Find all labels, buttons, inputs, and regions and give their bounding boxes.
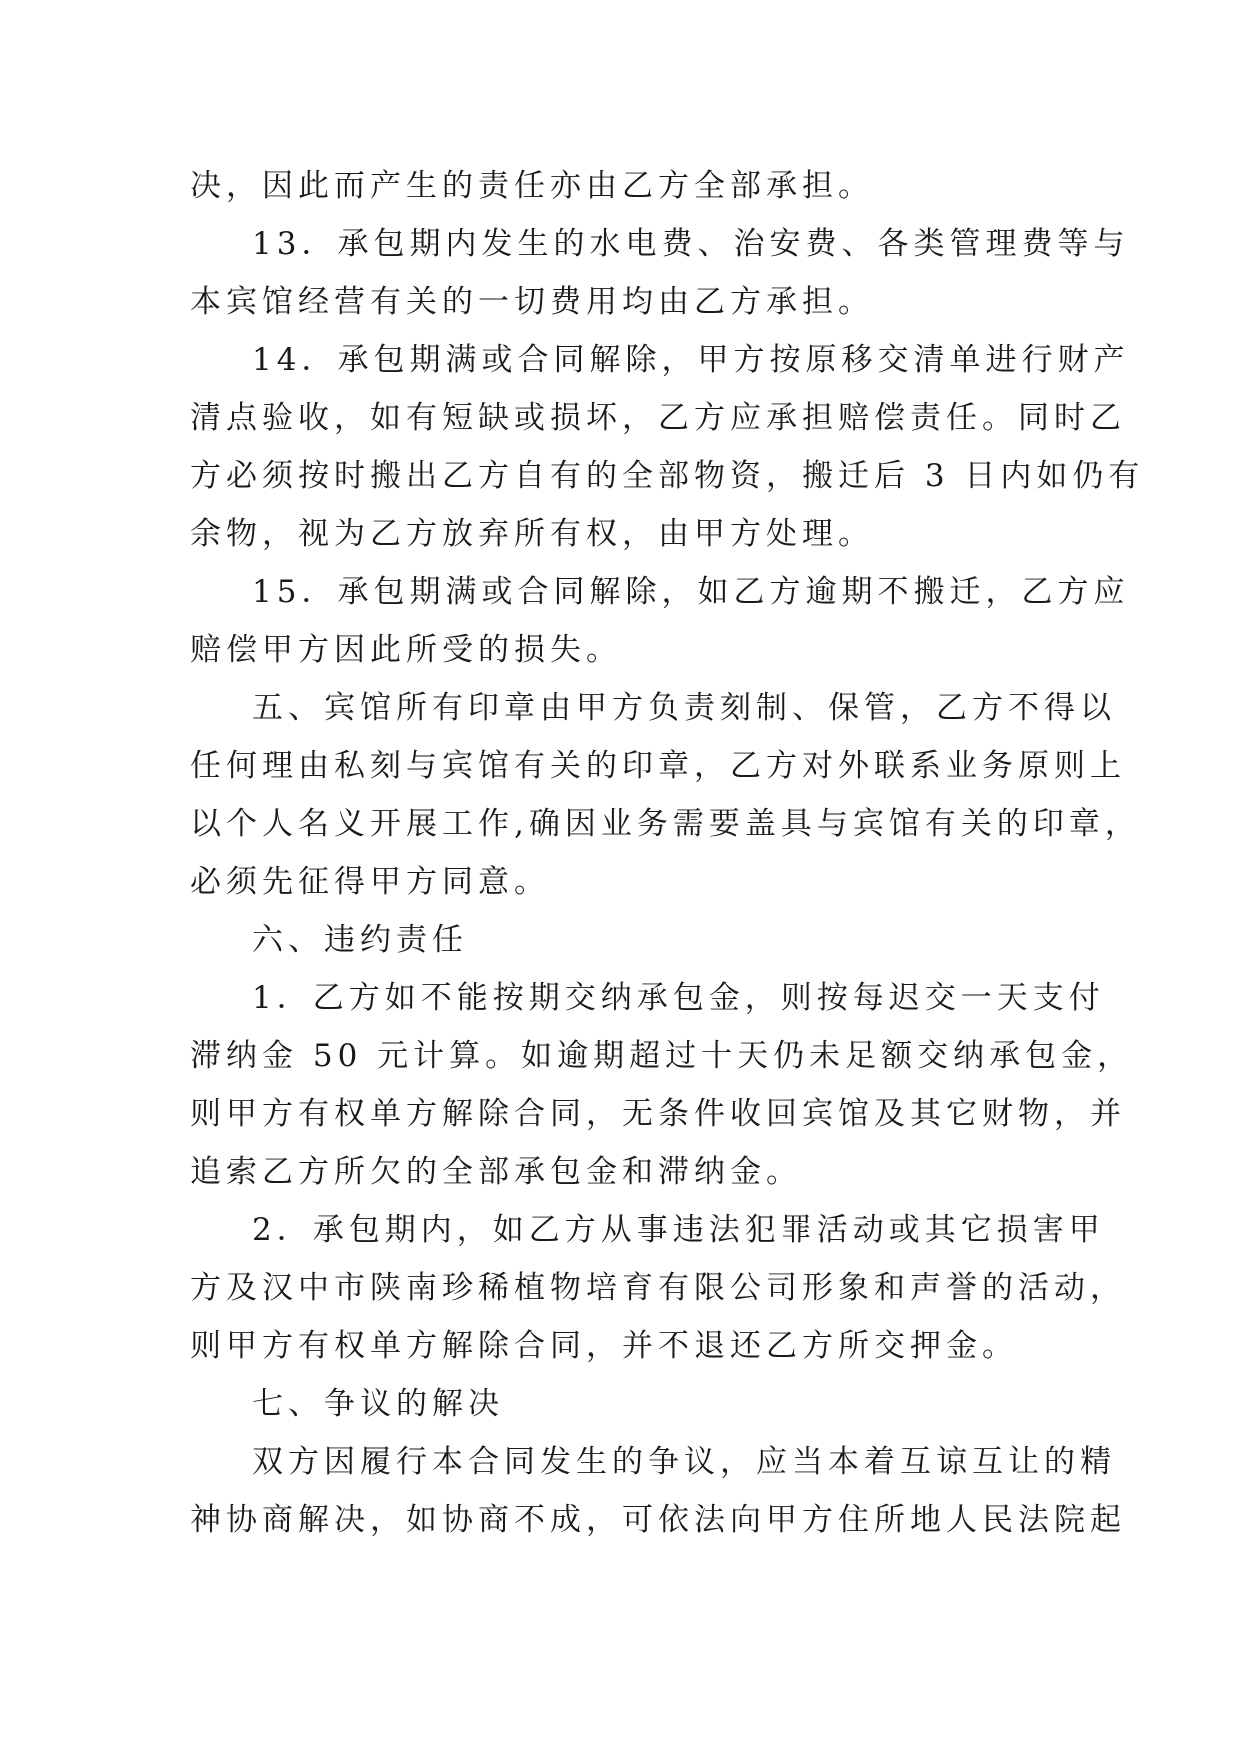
- clause-14: [190, 331, 1145, 563]
- clause-6-1: [190, 969, 1134, 1201]
- text-line: 本宾馆经营有关的一切费用均由乙方承担。: [190, 284, 874, 320]
- text-line: 清点验收，如有短缺或损坏，乙方应承担赔偿责任。同时乙: [190, 400, 1126, 436]
- clause-13: [190, 215, 1130, 331]
- text-line: 13．承包期内发生的水电费、治安费、各类管理费等与: [252, 226, 1130, 262]
- text-line: 15．承包期满或合同解除，如乙方逾期不搬迁，乙方应: [252, 574, 1130, 610]
- text-line: 1．乙方如不能按期交纳承包金，则按每迟交一天支付: [252, 980, 1105, 1016]
- text-line: 必须先征得甲方同意。: [190, 864, 550, 900]
- paragraph-continuation: [190, 157, 1060, 215]
- text-line: 赔偿甲方因此所受的损失。: [190, 632, 622, 668]
- text-line: 则甲方有权单方解除合同，并不退还乙方所交押金。: [190, 1328, 1018, 1364]
- section-7-heading: [190, 1375, 1060, 1433]
- text-line: 方及汉中市陕南珍稀植物培育有限公司形象和声誉的活动，: [190, 1270, 1126, 1306]
- text-line: 方必须按时搬出乙方自有的全部物资，搬迁后 3 日内如仍有: [190, 458, 1145, 494]
- text-line: 决，因此而产生的责任亦由乙方全部承担。: [190, 168, 874, 204]
- text-line: 追索乙方所欠的全部承包金和滞纳金。: [190, 1154, 802, 1190]
- clause-6-2: [190, 1201, 1126, 1375]
- section-heading: 六、违约责任: [252, 922, 468, 958]
- text-line: 则甲方有权单方解除合同，无条件收回宾馆及其它财物，并: [190, 1096, 1126, 1132]
- text-line: 滞纳金 50 元计算。如逾期超过十天仍未足额交纳承包金，: [190, 1038, 1134, 1074]
- section-5-seals: [190, 679, 1141, 911]
- clause-15: [190, 563, 1130, 679]
- text-line: 2．承包期内，如乙方从事违法犯罪活动或其它损害甲: [252, 1212, 1105, 1248]
- document-page: [190, 157, 1145, 1549]
- clause-7: [190, 1433, 1126, 1549]
- text-line: 任何理由私刻与宾馆有关的印章，乙方对外联系业务原则上: [190, 748, 1126, 784]
- section-6-heading: [190, 911, 1060, 969]
- text-line: 以个人名义开展工作,确因业务需要盖具与宾馆有关的印章，: [190, 806, 1141, 842]
- text-line: 余物，视为乙方放弃所有权，由甲方处理。: [190, 516, 874, 552]
- text-line: 五、宾馆所有印章由甲方负责刻制、保管，乙方不得以: [252, 690, 1116, 726]
- section-heading: 七、争议的解决: [252, 1386, 504, 1422]
- text-line: 双方因履行本合同发生的争议，应当本着互谅互让的精: [252, 1444, 1116, 1480]
- text-line: 14．承包期满或合同解除，甲方按原移交清单进行财产: [252, 342, 1130, 378]
- text-line: 神协商解决，如协商不成，可依法向甲方住所地人民法院起: [190, 1502, 1126, 1538]
